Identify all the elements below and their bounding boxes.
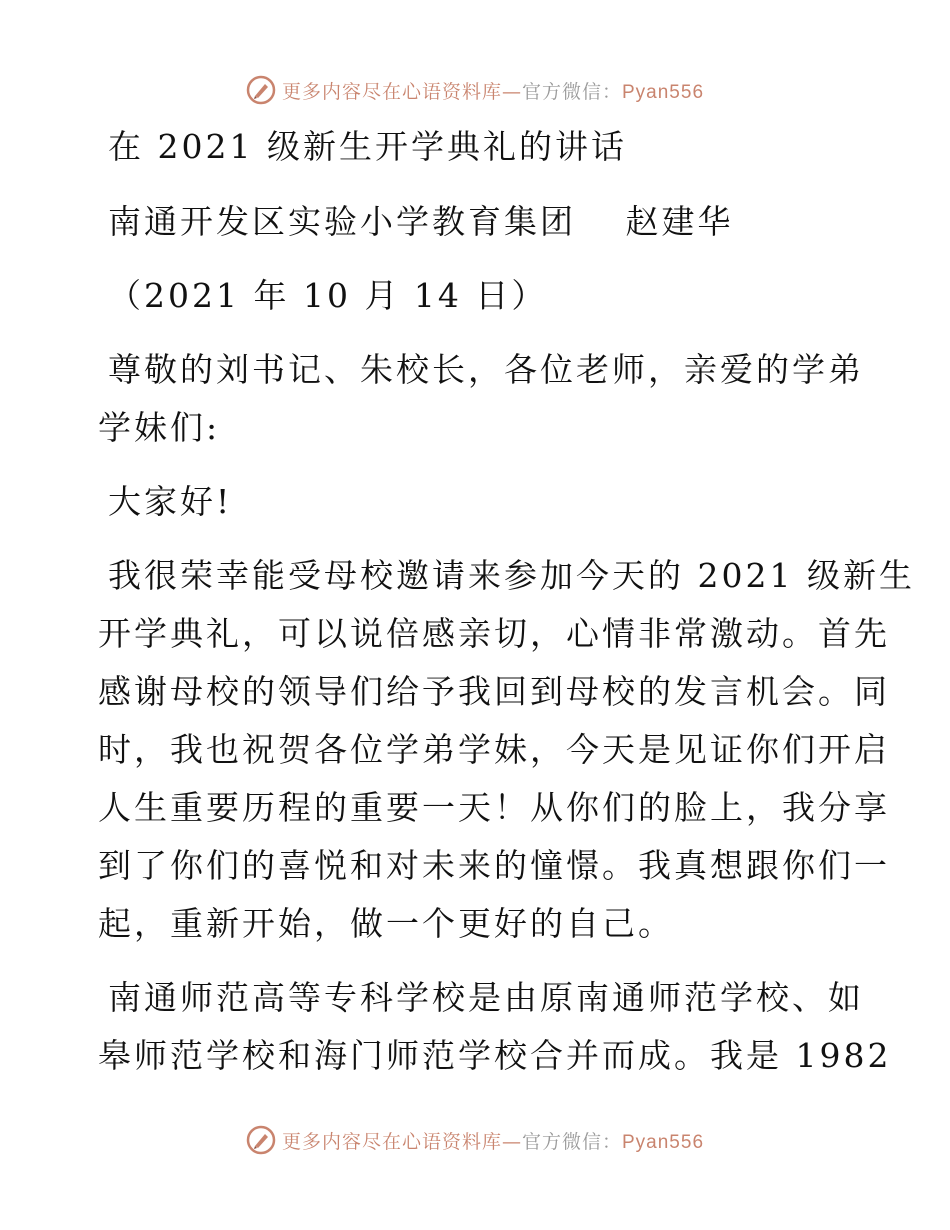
paragraph-line: 南通师范高等专科学校是由原南通师范学校、如	[108, 978, 864, 1017]
pen-logo-icon	[246, 1125, 276, 1155]
header-wechat-id: Pyan556	[622, 81, 705, 103]
header-watermark-text	[282, 77, 704, 104]
footer-site-text: 更多内容尽在心语资料库	[281, 1130, 502, 1153]
paragraph-line: 时，我也祝贺各位学弟学妹，今天是见证你们开启	[98, 730, 890, 769]
paragraph-line: 到了你们的喜悦和对未来的憧憬。我真想跟你们一	[98, 846, 890, 885]
header-dash: —	[501, 80, 522, 103]
paragraph-line: 我很荣幸能受母校邀请来参加今天的 2021 级新生	[108, 556, 915, 595]
document-title: 在 2021 级新生开学典礼的讲话	[108, 127, 627, 166]
paragraph-line: 感谢母校的领导们给予我回到母校的发言机会。同	[98, 672, 890, 711]
paragraph-line: 人生重要历程的重要一天！从你们的脸上，我分享	[98, 788, 890, 827]
header-watermark-banner	[0, 70, 950, 110]
document-author: 南通开发区实验小学教育集团 赵建华	[108, 202, 734, 241]
document-date: （2021 年 10 月 14 日）	[108, 276, 548, 315]
footer-wechat-label: 官方微信：	[521, 1130, 622, 1153]
footer-wechat-id: Pyan556	[622, 1131, 705, 1153]
paragraph-line: 皋师范学校和海门师范学校合并而成。我是 1982	[98, 1036, 892, 1075]
paragraph-line: 大家好!	[108, 482, 233, 521]
paragraph-line: 起，重新开始，做一个更好的自己。	[98, 904, 674, 943]
footer-watermark-banner	[0, 1120, 950, 1160]
paragraph-line: 开学典礼，可以说倍感亲切，心情非常激动。首先	[98, 614, 890, 653]
header-site-text: 更多内容尽在心语资料库	[281, 80, 502, 103]
pen-logo-icon	[246, 75, 276, 105]
header-wechat-label: 官方微信：	[521, 80, 622, 103]
footer-watermark-text	[282, 1127, 704, 1154]
paragraph-line: 学妹们:	[98, 408, 221, 447]
footer-dash: —	[501, 1130, 522, 1153]
paragraph-line: 尊敬的刘书记、朱校长，各位老师，亲爱的学弟	[108, 350, 864, 389]
